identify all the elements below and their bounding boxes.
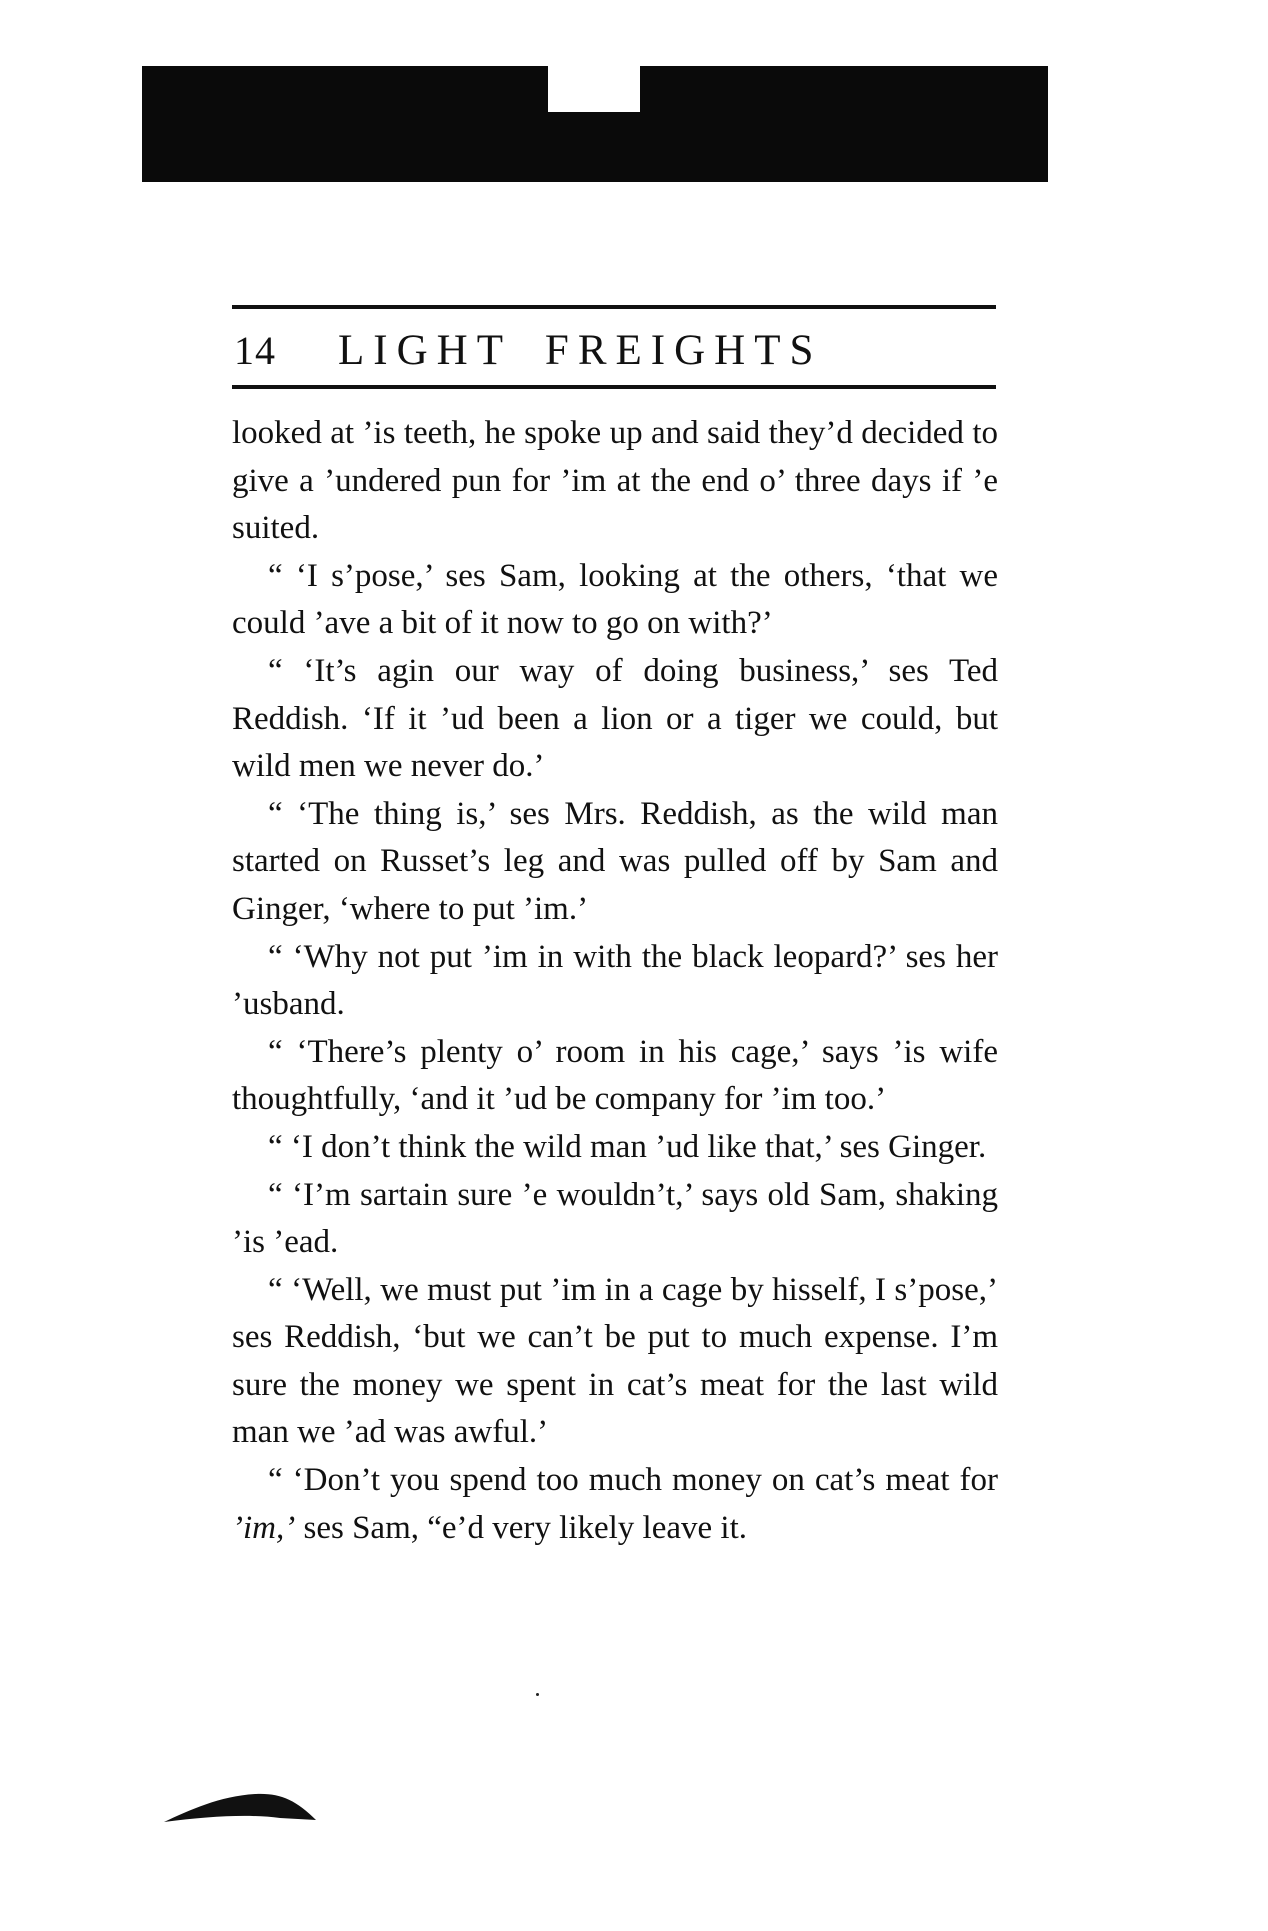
paragraph: “ ‘I’m sartain sure ’e wouldn’t,’ says old Sam, shaking ’is ’ead. xyxy=(232,1176,998,1261)
paragraph: “ ‘Well, we must put ’im in a cage by hisself, I s’pose,’ ses Reddish, ‘but we can’t be put to much expense. I’m sure the money we spent in cat’s meat for the last wild man we ’ad was awful.’ xyxy=(232,1271,998,1451)
paragraph: “ ‘I s’pose,’ ses Sam, looking at the others, ‘that we could ’ave a bit of it now to go on with?’ xyxy=(232,557,998,642)
book-title: LIGHT FREIGHTS xyxy=(338,326,823,374)
paragraph: “ ‘There’s plenty o’ room in his cage,’ says ’is wife thoughtfully, ‘and it ’ud be company for ’im too.’ xyxy=(232,1033,998,1118)
running-head xyxy=(234,320,994,380)
ink-smudge-mark xyxy=(160,1788,320,1824)
paragraph-text: ses Sam, “e’d very likely leave it. xyxy=(295,1509,748,1546)
emphasized-text: ’im,’ xyxy=(232,1509,296,1546)
body-text xyxy=(232,410,998,1552)
header-rule-bottom xyxy=(232,385,996,389)
header-rule-top xyxy=(232,305,996,309)
paragraph-text: “ ‘Don’t you spend too much money on cat’s meat for xyxy=(268,1462,998,1499)
redaction-bar-notch xyxy=(548,66,640,112)
paragraph: “ ‘It’s agin our way of doing business,’ ses Ted Reddish. ‘If it ’ud been a lion or a tiger we could, but wild men we never do.’ xyxy=(232,652,998,785)
paragraph: “ ‘I don’t think the wild man ’ud like that,’ ses Ginger. xyxy=(268,1128,987,1165)
paragraph-last xyxy=(232,1457,998,1552)
page-number: 14 xyxy=(234,327,276,373)
paragraph: looked at ’is teeth, he spoke up and said they’d decided to give a ’undered pun for ’im at the end o’ three days if ’e suited. xyxy=(232,415,998,547)
paragraph: “ ‘Why not put ’im in with the black leopard?’ ses her ’usband. xyxy=(232,938,998,1023)
paragraph: “ ‘The thing is,’ ses Mrs. Reddish, as the wild man started on Russet’s leg and was pulled off by Sam and Ginger, ‘where to put ’im.’ xyxy=(232,795,998,927)
speck-mark xyxy=(536,1693,539,1696)
